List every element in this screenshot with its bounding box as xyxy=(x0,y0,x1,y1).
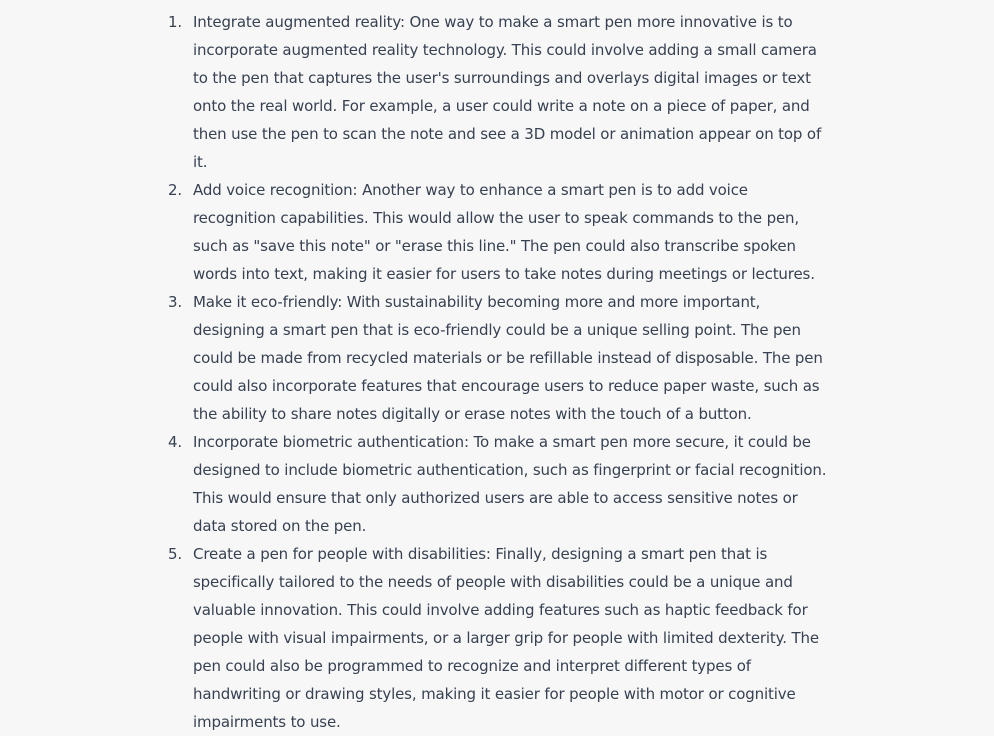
list-item-text: Incorporate biometric authentication: To make a smart pen more secure, it could be designed to include biometric authentication, such as fingerprint or facial recognition. This would ensure that only authorized users are able to access sensitive notes or data stored on the pen. xyxy=(193,433,827,535)
list-item xyxy=(0,428,833,540)
list-item xyxy=(0,176,833,288)
list-item-number: 1. xyxy=(168,13,183,31)
list-item xyxy=(0,288,833,428)
list-item-number: 2. xyxy=(168,181,183,199)
list-item-number: 5. xyxy=(168,545,183,563)
list-item-text: Create a pen for people with disabilities: Finally, designing a smart pen that is specifically tailored to the needs of people with disabilities could be a unique and valuable innovation. This could involve adding features such as haptic feedback for people with visual impairments, or a larger grip for people with limited dexterity. The pen could also be programmed to recognize and interpret different types of handwriting or drawing styles, making it easier for people with motor or cognitive impairments to use. xyxy=(193,545,819,731)
list-item-text: Make it eco-friendly: With sustainability becoming more and more important, designing a smart pen that is eco-friendly could be a unique selling point. The pen could be made from recycled materials or be refillable instead of disposable. The pen could also incorporate features that encourage users to reduce paper waste, such as the ability to share notes digitally or erase notes with the touch of a button. xyxy=(193,293,823,423)
list-item-number: 4. xyxy=(168,433,183,451)
numbered-list xyxy=(0,8,994,736)
list-item xyxy=(0,8,833,176)
list-item-text: Integrate augmented reality: One way to make a smart pen more innovative is to incorporate augmented reality technology. This could involve adding a small camera to the pen that captures the user's surroundings and overlays digital images or text onto the real world. For example, a user could write a note on a piece of paper, and then use the pen to scan the note and see a 3D model or animation appear on top of it. xyxy=(193,13,822,171)
list-item-number: 3. xyxy=(168,293,183,311)
list-item xyxy=(0,540,833,736)
assistant-response xyxy=(0,8,994,736)
list-item-text: Add voice recognition: Another way to enhance a smart pen is to add voice recognition capabilities. This would allow the user to speak commands to the pen, such as "save this note" or "erase this line." The pen could also transcribe spoken words into text, making it easier for users to take notes during meetings or lectures. xyxy=(193,181,815,283)
